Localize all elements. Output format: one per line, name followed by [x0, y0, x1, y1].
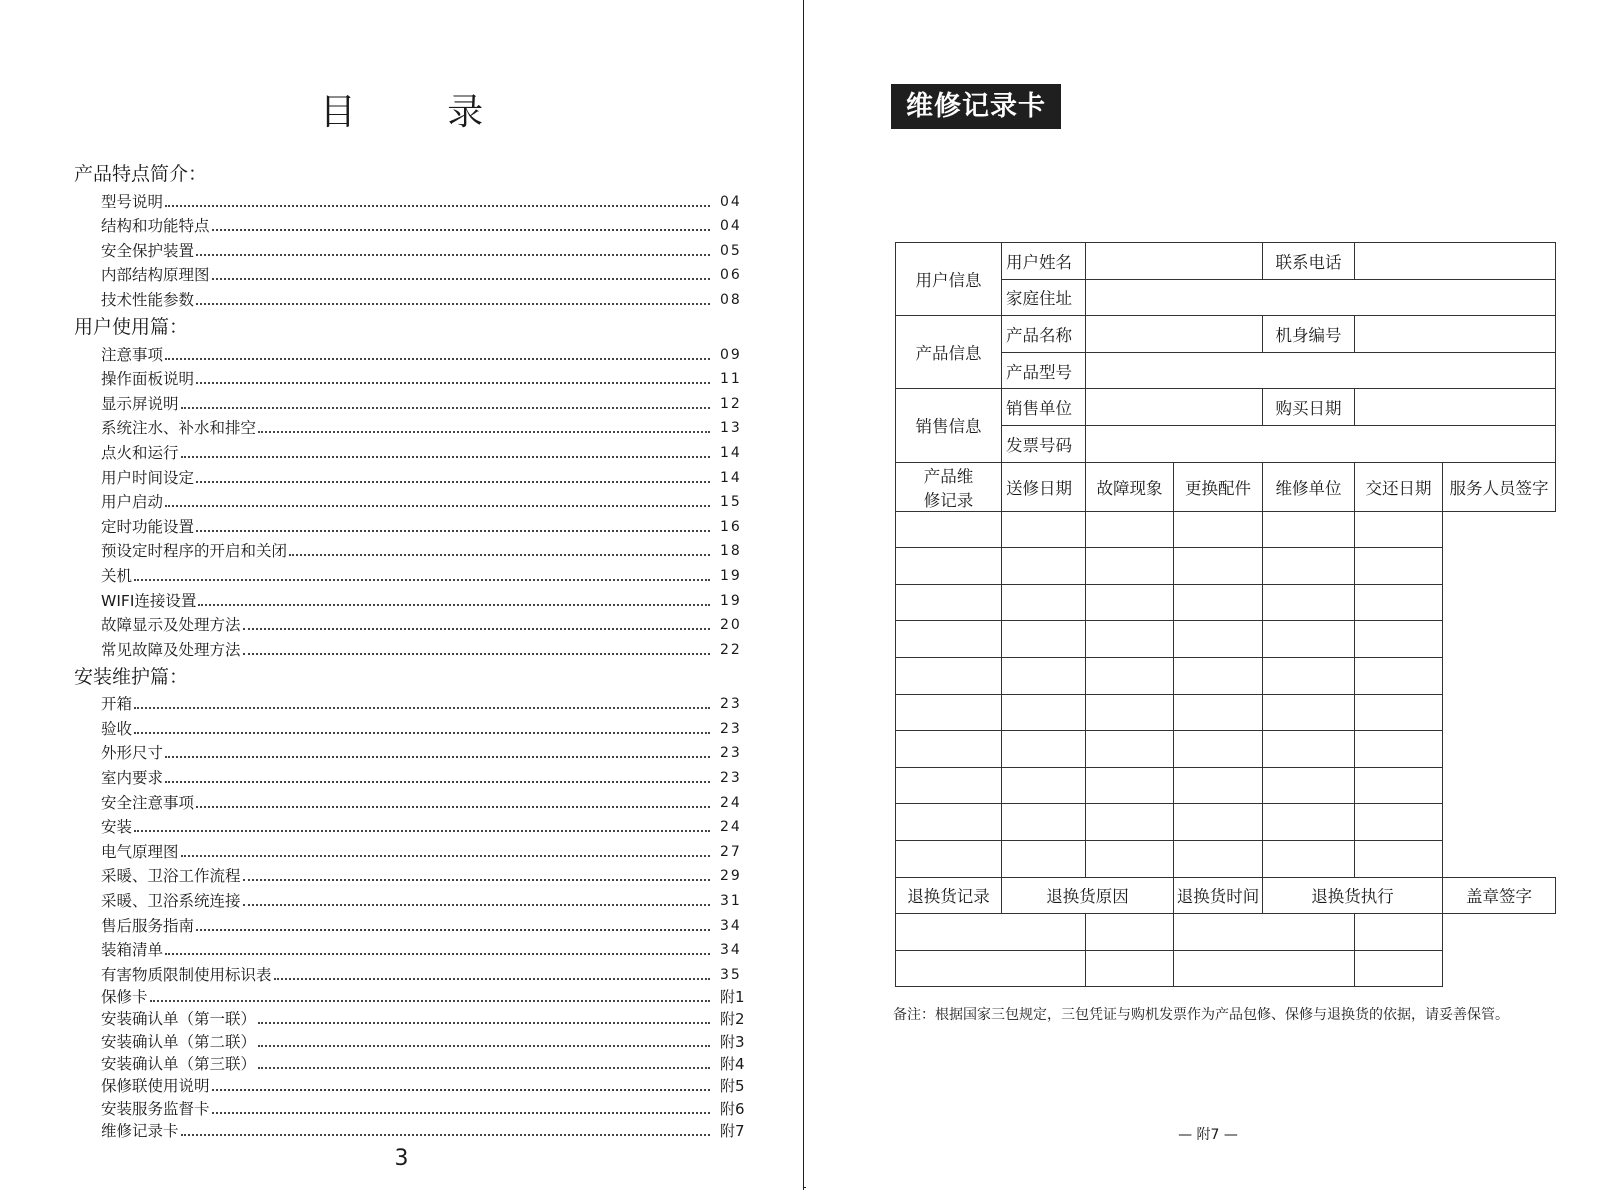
toc-entry[interactable]: [74, 1030, 754, 1052]
table-row: [896, 462, 1556, 511]
label-model: 产品型号: [1002, 352, 1086, 389]
return-entry-row: [896, 950, 1556, 987]
field-serial[interactable]: [1355, 316, 1556, 353]
group-sales-info: 销售信息: [896, 389, 1002, 462]
toc-entry[interactable]: [74, 341, 754, 366]
group-user-info: 用户信息: [896, 243, 1002, 316]
toc-entry-label: 注意事项: [101, 345, 164, 364]
toc-entry-page: 05: [720, 242, 742, 259]
toc-entry-page: 19: [720, 567, 742, 584]
toc-entry-page: 31: [720, 893, 742, 910]
repair-entry-cell[interactable]: [1086, 731, 1174, 768]
toc-entry-label: 关机: [101, 566, 133, 585]
toc-entry-page: 附1: [720, 988, 745, 1007]
repair-entry-cell[interactable]: [1002, 621, 1086, 658]
repair-entry-cell[interactable]: [896, 584, 1002, 621]
repair-entry-cell[interactable]: [1263, 548, 1355, 585]
toc-entry-page: 04: [720, 218, 742, 235]
repair-entry-cell[interactable]: [1263, 584, 1355, 621]
toc-entry-label: 结构和功能特点: [101, 217, 210, 236]
toc-entry[interactable]: [74, 740, 754, 765]
leader-dots: [196, 303, 710, 305]
toc-entry-label: 外形尺寸: [101, 744, 164, 763]
return-entry-cell[interactable]: [1086, 950, 1174, 987]
toc-entry-page: 附6: [720, 1099, 745, 1118]
toc-entry-label: 常见故障及处理方法: [101, 640, 241, 659]
toc-entry-page: 23: [720, 696, 742, 713]
repair-entry-cell[interactable]: [896, 767, 1002, 804]
toc-entry[interactable]: [74, 961, 754, 986]
repair-entry-cell[interactable]: [1086, 840, 1174, 877]
page-number: 3: [394, 1146, 409, 1171]
repair-record-table: [895, 242, 1556, 987]
header-stamp: 盖章签字: [1443, 877, 1556, 914]
leader-dots: [258, 1045, 710, 1047]
toc-entry[interactable]: [74, 366, 754, 391]
toc-entry-page: 23: [720, 770, 742, 787]
toc-entry-page: 19: [720, 592, 742, 609]
leader-dots: [196, 806, 710, 808]
leader-dots: [165, 505, 710, 507]
leader-dots: [243, 879, 710, 881]
toc-entry[interactable]: [74, 188, 754, 213]
label-phone: 联系电话: [1263, 243, 1355, 280]
repair-entry-cell[interactable]: [896, 840, 1002, 877]
repair-entry-cell[interactable]: [1355, 840, 1443, 877]
toc-entry-label: 开箱: [101, 695, 133, 714]
toc-entry[interactable]: [74, 390, 754, 415]
toc-entry-label: 安装确认单（第二联）: [101, 1032, 257, 1051]
field-purchase-date[interactable]: [1355, 389, 1556, 426]
leader-dots: [165, 953, 710, 955]
return-entry-cell[interactable]: [896, 914, 1086, 951]
toc-entry[interactable]: [74, 415, 754, 440]
repair-entry-cell[interactable]: [1086, 548, 1174, 585]
leader-dots: [258, 431, 710, 433]
toc-entry[interactable]: [74, 1075, 754, 1097]
header-return-exec: 退换货执行: [1263, 877, 1443, 914]
toc-entry-label: 采暖、卫浴系统连接: [101, 892, 241, 911]
label-sales-unit: 销售单位: [1002, 389, 1086, 426]
page-number: — 附7 —: [1178, 1127, 1238, 1143]
repair-entry-cell[interactable]: [1263, 840, 1355, 877]
repair-entry-row: [896, 694, 1556, 731]
toc-entry[interactable]: [74, 538, 754, 563]
return-entry-cell[interactable]: [1174, 950, 1355, 987]
repair-entry-cell[interactable]: [896, 621, 1002, 658]
repair-entry-cell[interactable]: [1086, 694, 1174, 731]
toc-entry-page: 08: [720, 291, 742, 308]
toc-entry-page: 20: [720, 617, 742, 634]
field-user-name[interactable]: [1086, 243, 1263, 280]
toc-entry-label: 技术性能参数: [101, 290, 195, 309]
leader-dots: [165, 358, 710, 360]
repair-entry-cell[interactable]: [1086, 767, 1174, 804]
toc-entry[interactable]: [74, 1008, 754, 1030]
toc-page: [0, 0, 803, 1190]
toc-entry-page: 23: [720, 720, 742, 737]
toc-entry[interactable]: [74, 838, 754, 863]
repair-entry-cell[interactable]: [1002, 840, 1086, 877]
leader-dots: [165, 756, 710, 758]
return-entry-row: [896, 914, 1556, 951]
toc-entry-label: 室内要求: [101, 769, 164, 788]
leader-dots: [134, 830, 710, 832]
field-address[interactable]: [1086, 279, 1556, 316]
toc-entry-label: WIFI连接设置: [101, 591, 197, 610]
toc-entry-page: 14: [720, 469, 742, 486]
repair-entry-cell[interactable]: [1086, 511, 1174, 548]
toc-entry-label: 定时功能设置: [101, 517, 195, 536]
toc-title: 目 录: [319, 92, 524, 133]
toc-entry-page: 22: [720, 641, 742, 658]
toc-entry-page: 24: [720, 794, 742, 811]
table-row: [896, 316, 1556, 353]
toc-list: [74, 158, 754, 1142]
repair-entry-cell[interactable]: [1002, 731, 1086, 768]
leader-dots: [134, 579, 710, 581]
repair-entry-cell[interactable]: [1263, 511, 1355, 548]
toc-entry-page: 附7: [720, 1121, 745, 1140]
repair-entry-cell[interactable]: [1002, 694, 1086, 731]
toc-section-title: 安装维护篇：: [74, 665, 189, 688]
header-repair-date: 送修日期: [1002, 462, 1086, 511]
toc-entry-label: 安装确认单（第一联）: [101, 1010, 257, 1029]
repair-entry-cell[interactable]: [896, 804, 1002, 841]
repair-entry-cell[interactable]: [1002, 548, 1086, 585]
toc-entry-label: 安全保护装置: [101, 241, 195, 260]
toc-entry-page: 34: [720, 917, 742, 934]
group-repair-record: 产品维 修记录: [896, 462, 1002, 511]
toc-entry-label: 安装: [101, 818, 133, 837]
leader-dots: [243, 653, 710, 655]
leader-dots: [196, 929, 710, 931]
leader-dots: [181, 1134, 710, 1136]
toc-entry-page: 35: [720, 966, 742, 983]
repair-entry-cell[interactable]: [1174, 694, 1263, 731]
repair-entry-cell[interactable]: [1355, 804, 1443, 841]
repair-card-page: [806, 0, 1610, 1190]
label-address: 家庭住址: [1002, 279, 1086, 316]
group-product-info: 产品信息: [896, 316, 1002, 389]
toc-entry-page: 15: [720, 494, 742, 511]
repair-entry-cell[interactable]: [1263, 767, 1355, 804]
header-signature: 服务人员签字: [1443, 462, 1556, 511]
repair-entry-cell[interactable]: [1174, 511, 1263, 548]
repair-entry-row: [896, 584, 1556, 621]
toc-entry-label: 验收: [101, 719, 133, 738]
header-return-date: 交还日期: [1355, 462, 1443, 511]
toc-entry[interactable]: [74, 439, 754, 464]
group-return-record: 退换货记录: [896, 877, 1002, 914]
leader-dots: [212, 1089, 710, 1091]
return-entry-cell[interactable]: [1086, 914, 1174, 951]
leader-dots: [165, 781, 710, 783]
repair-entry-cell[interactable]: [1355, 584, 1443, 621]
toc-entry[interactable]: [74, 986, 754, 1008]
leader-dots: [165, 205, 710, 207]
table-row: [896, 389, 1556, 426]
repair-entry-row: [896, 621, 1556, 658]
toc-entry-label: 电气原理图: [101, 842, 179, 861]
leader-dots: [212, 278, 710, 280]
toc-entry-page: 06: [720, 267, 742, 284]
leader-dots: [181, 456, 710, 458]
toc-entry-label: 售后服务指南: [101, 916, 195, 935]
repair-entry-row: [896, 657, 1556, 694]
return-entry-cell[interactable]: [1355, 914, 1443, 951]
repair-entry-cell[interactable]: [1355, 694, 1443, 731]
toc-entry-page: 34: [720, 942, 742, 959]
leader-dots: [196, 254, 710, 256]
toc-entry[interactable]: [74, 562, 754, 587]
leader-dots: [258, 1067, 710, 1069]
repair-entry-cell[interactable]: [1355, 767, 1443, 804]
toc-entry[interactable]: [74, 213, 754, 238]
leader-dots: [243, 628, 710, 630]
toc-entry-page: 16: [720, 518, 742, 535]
repair-entry-cell[interactable]: [1263, 621, 1355, 658]
toc-entry-page: 27: [720, 843, 742, 860]
toc-entry-label: 型号说明: [101, 192, 164, 211]
repair-entry-cell[interactable]: [896, 694, 1002, 731]
toc-entry[interactable]: [74, 691, 754, 716]
toc-entry-page: 附3: [720, 1032, 745, 1051]
repair-entry-cell[interactable]: [1002, 767, 1086, 804]
toc-entry-label: 装箱清单: [101, 941, 164, 960]
toc-entry[interactable]: [74, 1120, 754, 1142]
repair-entry-cell[interactable]: [1174, 621, 1263, 658]
header-fault: 故障现象: [1086, 462, 1174, 511]
label-user-name: 用户姓名: [1002, 243, 1086, 280]
leader-dots: [181, 855, 710, 857]
toc-entry-page: 11: [720, 371, 742, 388]
header-parts: 更换配件: [1174, 462, 1263, 511]
repair-entry-cell[interactable]: [1355, 731, 1443, 768]
repair-entry-cell[interactable]: [896, 548, 1002, 585]
leader-dots: [150, 1000, 710, 1002]
repair-entry-cell[interactable]: [1174, 804, 1263, 841]
leader-dots: [196, 530, 710, 532]
repair-entry-cell[interactable]: [1263, 657, 1355, 694]
toc-entry[interactable]: [74, 715, 754, 740]
leader-dots: [181, 407, 710, 409]
toc-entry[interactable]: [74, 464, 754, 489]
header-return-time: 退换货时间: [1174, 877, 1263, 914]
repair-entry-cell[interactable]: [896, 731, 1002, 768]
toc-entry-page: 附5: [720, 1077, 745, 1096]
leader-dots: [243, 904, 710, 906]
repair-entry-cell[interactable]: [1174, 731, 1263, 768]
repair-entry-cell[interactable]: [1002, 804, 1086, 841]
repair-entry-row: [896, 731, 1556, 768]
repair-entry-cell[interactable]: [1002, 584, 1086, 621]
toc-entry-page: 09: [720, 346, 742, 363]
field-model[interactable]: [1086, 352, 1556, 389]
repair-entry-row: [896, 804, 1556, 841]
toc-entry-label: 系统注水、补水和排空: [101, 419, 257, 438]
toc-entry-page: 14: [720, 444, 742, 461]
toc-entry-label: 点火和运行: [101, 443, 179, 462]
repair-entry-cell[interactable]: [1355, 657, 1443, 694]
repair-entry-cell[interactable]: [1263, 731, 1355, 768]
repair-entry-cell[interactable]: [1174, 584, 1263, 621]
toc-entry[interactable]: [74, 636, 754, 661]
toc-entry-label: 维修记录卡: [101, 1121, 179, 1140]
toc-entry[interactable]: [74, 237, 754, 262]
toc-entry-label: 预设定时程序的开启和关闭: [101, 542, 288, 561]
toc-entry[interactable]: [74, 1053, 754, 1075]
toc-entry-label: 采暖、卫浴工作流程: [101, 867, 241, 886]
toc-entry-label: 用户时间设定: [101, 468, 195, 487]
repair-entry-row: [896, 840, 1556, 877]
toc-entry[interactable]: [74, 912, 754, 937]
repair-entry-cell[interactable]: [1355, 548, 1443, 585]
repair-entry-cell[interactable]: [1086, 584, 1174, 621]
toc-entry[interactable]: [74, 612, 754, 637]
repair-entry-cell[interactable]: [1355, 621, 1443, 658]
label-product-name: 产品名称: [1002, 316, 1086, 353]
repair-entry-cell[interactable]: [1086, 804, 1174, 841]
toc-entry[interactable]: [74, 863, 754, 888]
card-title: 维修记录卡: [891, 84, 1061, 129]
toc-entry[interactable]: [74, 887, 754, 912]
toc-entry-page: 附2: [720, 1010, 745, 1029]
repair-entry-cell[interactable]: [1263, 694, 1355, 731]
toc-entry[interactable]: [74, 937, 754, 962]
repair-entry-cell[interactable]: [1174, 548, 1263, 585]
toc-entry-label: 安全注意事项: [101, 793, 195, 812]
leader-dots: [134, 707, 710, 709]
leader-dots: [289, 554, 710, 556]
toc-entry[interactable]: [74, 489, 754, 514]
repair-entry-row: [896, 548, 1556, 585]
label-purchase-date: 购买日期: [1263, 389, 1355, 426]
repair-entry-row: [896, 767, 1556, 804]
table-row: [896, 877, 1556, 914]
leader-dots: [134, 732, 710, 734]
toc-entry-page: 04: [720, 193, 742, 210]
label-serial: 机身编号: [1263, 316, 1355, 353]
label-invoice: 发票号码: [1002, 425, 1086, 462]
leader-dots: [196, 382, 710, 384]
toc-entry-label: 故障显示及处理方法: [101, 616, 241, 635]
page-fold-divider: [803, 0, 804, 1190]
toc-section-title: 产品特点简介：: [74, 163, 208, 185]
toc-entry[interactable]: [74, 513, 754, 538]
toc-entry-page: 13: [720, 420, 742, 437]
toc-entry-label: 有害物质限制使用标识表: [101, 965, 272, 984]
toc-entry[interactable]: [74, 262, 754, 287]
toc-entry-label: 安装确认单（第三联）: [101, 1055, 257, 1073]
leader-dots: [212, 229, 710, 231]
repair-entry-cell[interactable]: [1174, 840, 1263, 877]
leader-dots: [212, 1112, 710, 1114]
toc-entry-label: 显示屏说明: [101, 394, 179, 413]
toc-entry[interactable]: [74, 814, 754, 839]
repair-entry-cell[interactable]: [896, 657, 1002, 694]
toc-entry-page: 12: [720, 395, 742, 412]
repair-entry-cell[interactable]: [1002, 657, 1086, 694]
header-return-reason: 退换货原因: [1002, 877, 1174, 914]
field-invoice[interactable]: [1086, 425, 1556, 462]
field-sales-unit[interactable]: [1086, 389, 1263, 426]
toc-entry-page: 附4: [720, 1055, 745, 1073]
repair-entry-cell[interactable]: [1086, 657, 1174, 694]
card-note: 备注：根据国家三包规定，三包凭证与购机发票作为产品包修、保修与退换货的依据，请妥善保管。: [893, 1007, 1509, 1023]
toc-section-title: 用户使用篇：: [74, 315, 189, 338]
leader-dots: [274, 978, 710, 980]
repair-entry-row: [896, 511, 1556, 548]
toc-entry-label: 操作面板说明: [101, 370, 195, 389]
toc-entry[interactable]: [74, 764, 754, 789]
field-product-name[interactable]: [1086, 316, 1263, 353]
repair-entry-cell[interactable]: [1174, 767, 1263, 804]
toc-entry-label: 安装服务监督卡: [101, 1099, 210, 1118]
return-entry-cell[interactable]: [1174, 914, 1355, 951]
toc-entry[interactable]: [74, 1097, 754, 1119]
toc-entry-page: 24: [720, 819, 742, 836]
toc-entry[interactable]: [74, 789, 754, 814]
repair-entry-cell[interactable]: [896, 511, 1002, 548]
leader-dots: [196, 481, 710, 483]
return-entry-cell[interactable]: [1355, 950, 1443, 987]
toc-entry-label: 保修卡: [101, 988, 148, 1007]
toc-entry-label: 内部结构原理图: [101, 266, 210, 285]
toc-entry-label: 用户启动: [101, 493, 164, 512]
toc-entry-page: 23: [720, 745, 742, 762]
header-repair-unit: 维修单位: [1263, 462, 1355, 511]
repair-entry-cell[interactable]: [1174, 657, 1263, 694]
field-phone[interactable]: [1355, 243, 1556, 280]
repair-entry-cell[interactable]: [1355, 511, 1443, 548]
repair-entry-cell[interactable]: [1263, 804, 1355, 841]
toc-entry[interactable]: [74, 587, 754, 612]
toc-entry-label: 保修联使用说明: [101, 1077, 210, 1096]
leader-dots: [198, 604, 710, 606]
table-row: [896, 243, 1556, 280]
repair-entry-cell[interactable]: [1086, 621, 1174, 658]
repair-entry-cell[interactable]: [1002, 511, 1086, 548]
toc-entry-page: 29: [720, 868, 742, 885]
leader-dots: [258, 1022, 710, 1024]
toc-entry-page: 18: [720, 543, 742, 560]
toc-entry[interactable]: [74, 286, 754, 311]
return-entry-cell[interactable]: [896, 950, 1086, 987]
